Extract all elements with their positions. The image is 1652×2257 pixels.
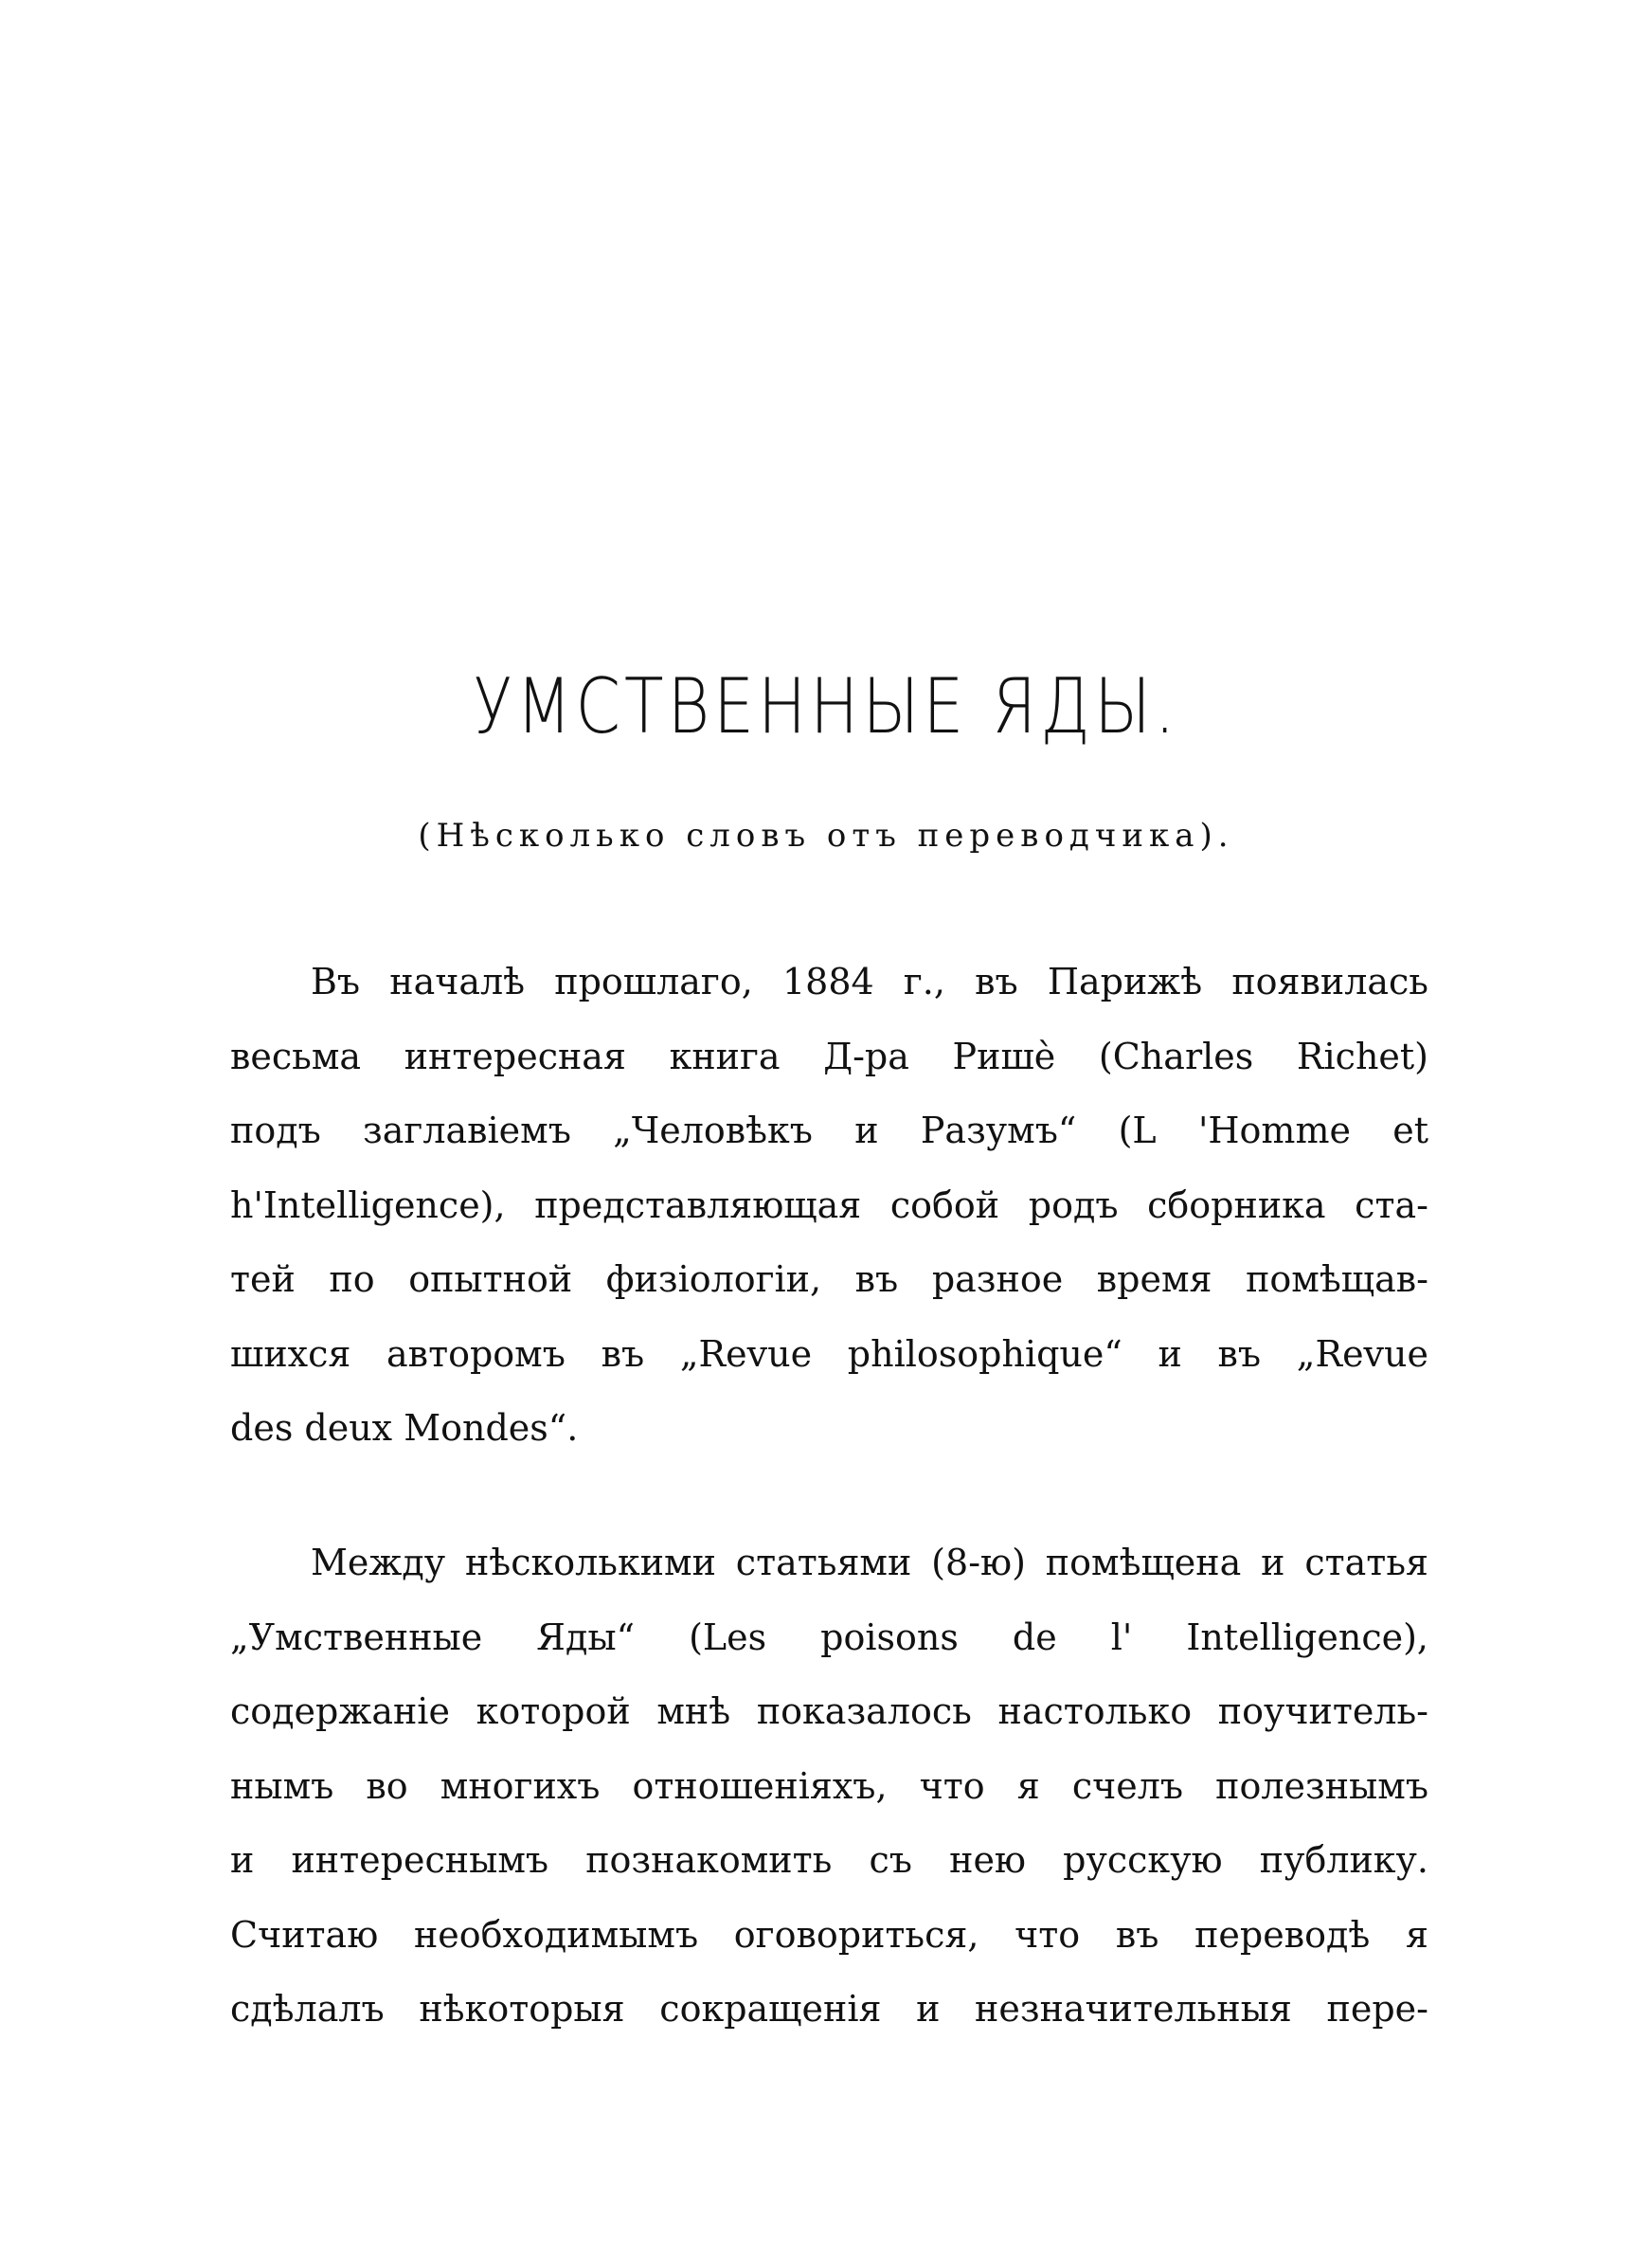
paragraph-line: шихся авторомъ въ „Revue philosophique“ и въ „Revue [230,1332,1428,1375]
page-title: УМСТВЕННЫЕ ЯДЫ. [473,663,1179,752]
paragraph-1 [230,945,1428,1466]
paragraph-line: „Умственные Яды“ (Les poisons de l' Intelligence), [230,1616,1428,1658]
paragraph-line: подъ заглавіемъ „Человѣкъ и Разумъ“ (L 'Homme et [230,1110,1428,1151]
paragraph-line: Въ началѣ прошлаго, 1884 г., въ Парижѣ появилась [311,961,1428,1002]
paragraph-line: тей по опытной физіологіи, въ разное время помѣщав- [230,1258,1428,1300]
paragraph-line: сдѣлалъ нѣкоторыя сокращенія и незначительныя пере- [230,1988,1428,2030]
paragraph-line: h'Intelligence), представляющая собой родъ сборника ста- [230,1183,1428,1226]
paragraph-line: des deux Mondes“. [230,1407,579,1449]
paragraph-line: нымъ во многихъ отношеніяхъ, что я счелъ полезнымъ [230,1764,1428,1807]
paragraph-line: весьма интересная книга Д-ра Ришѐ (Charles Richet) [230,1035,1428,1077]
page-subtitle: (Нѣсколько словъ отъ переводчика). [418,817,1234,855]
paragraph-line: Считаю необходимымъ оговориться, что въ переводѣ я [230,1913,1428,1956]
paragraph-line: и интереснымъ познакомить съ нею русскую публику. [230,1839,1428,1881]
paragraph-2 [230,1526,1428,2047]
paragraph-line: Между нѣсколькими статьями (8-ю) помѣщена и статья [311,1542,1428,1583]
paragraph-line: содержаніе которой мнѣ показалось настолько поучитель- [230,1690,1428,1732]
